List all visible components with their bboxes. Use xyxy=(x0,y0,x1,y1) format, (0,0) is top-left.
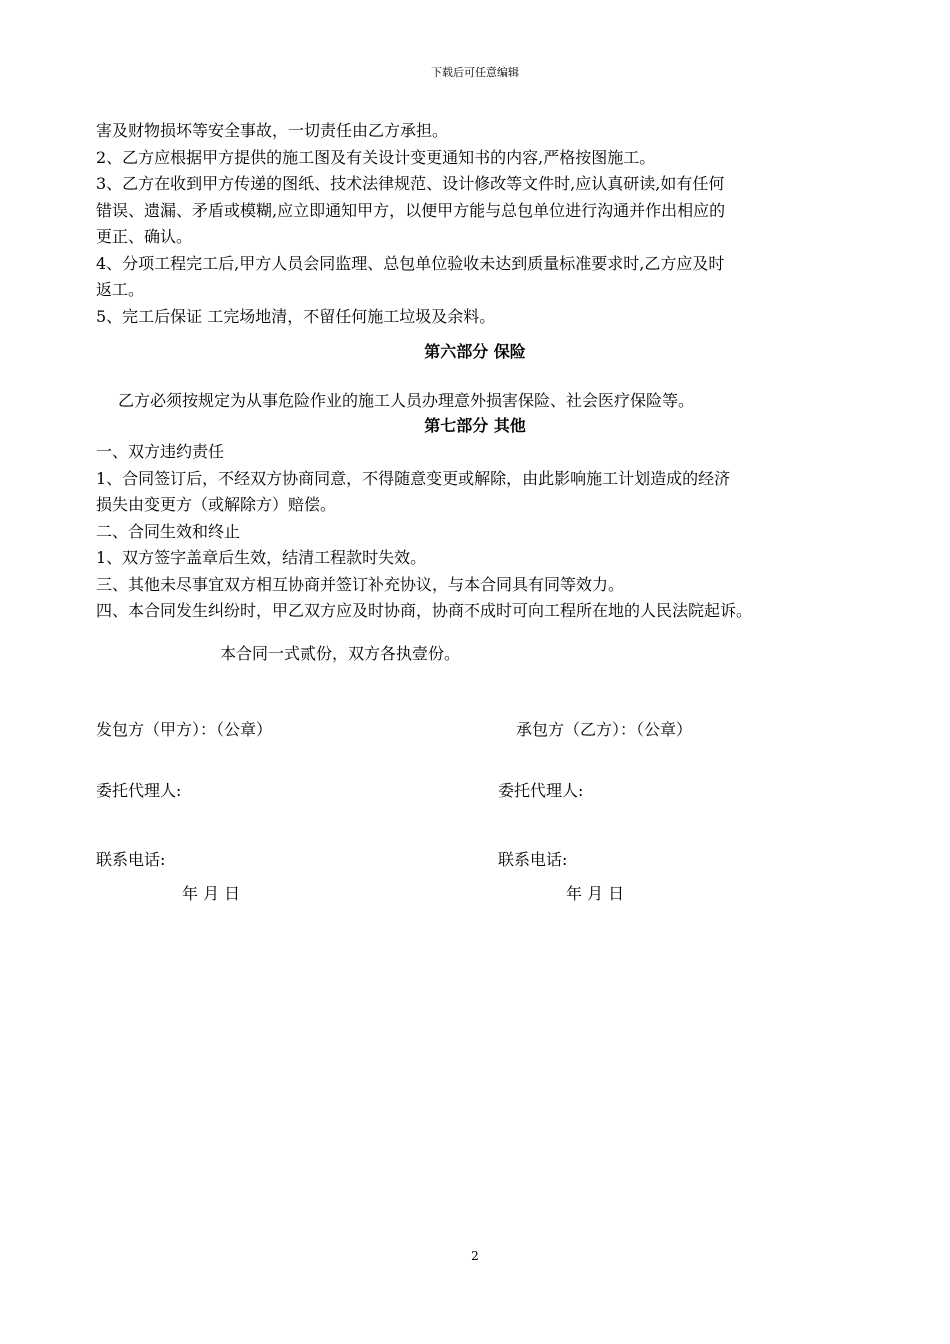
copies-statement: 本合同一式贰份，双方各执壹份。 xyxy=(220,644,461,663)
paragraph-line: 四、本合同发生纠纷时，甲乙双方应及时协商，协商不成时可向工程所在地的人民法院起诉。 xyxy=(96,601,753,620)
date-a-line: 年 月 日 xyxy=(182,884,241,903)
paragraph-line: 2、乙方应根据甲方提供的施工图及有关设计变更通知书的内容,严格按图施工。 xyxy=(96,147,656,167)
paragraph-line: 1、双方签字盖章后生效，结清工程款时失效。 xyxy=(96,548,427,567)
paragraph-line: 3、乙方在收到甲方传递的图纸、技术法律规范、设计修改等文件时,应认真研读,如有任何 xyxy=(96,174,725,193)
paragraph-line: 损失由变更方（或解除方）赔偿。 xyxy=(96,495,337,514)
phone-b-label: 联系电话: xyxy=(498,850,568,869)
paragraph-line: 错误、遗漏、矛盾或模糊,应立即通知甲方，以便甲方能与总包单位进行沟通并作出相应的 xyxy=(96,200,726,220)
party-b-label: 承包方（乙方）：（公章） xyxy=(516,720,693,739)
section-6-title: 第六部分 保险 xyxy=(424,342,526,361)
section-6-body: 乙方必须按规定为从事危险作业的施工人员办理意外损害保险、社会医疗保险等。 xyxy=(118,391,695,410)
section-7-title: 第七部分 其他 xyxy=(424,416,526,435)
page-number: 2 xyxy=(471,1249,479,1263)
page-header: 下载后可任意编辑 xyxy=(431,66,519,79)
agent-a-label: 委托代理人: xyxy=(96,781,182,800)
paragraph-line: 三、其他未尽事宜双方相互协商并签订补充协议，与本合同具有同等效力。 xyxy=(96,574,625,594)
paragraph-line: 1、合同签订后，不经双方协商同意，不得随意变更或解除，由此影响施工计划造成的经济 xyxy=(96,468,731,488)
paragraph-line: 返工。 xyxy=(96,280,145,299)
paragraph-line: 4、分项工程完工后,甲方人员会同监理、总包单位验收未达到质量标准要求时,乙方应及时 xyxy=(96,253,725,273)
paragraph-line: 一、双方违约责任 xyxy=(96,442,225,461)
paragraph-line: 二、合同生效和终止 xyxy=(96,521,241,541)
agent-b-label: 委托代理人: xyxy=(498,781,584,800)
date-b-line: 年 月 日 xyxy=(566,884,625,903)
paragraph-line: 更正、确认。 xyxy=(96,227,193,246)
paragraph-line: 5、完工后保证 工完场地清，不留任何施工垃圾及余料。 xyxy=(96,306,496,326)
section-5-continuation xyxy=(96,118,876,330)
paragraph-line: 害及财物损坏等安全事故，一切责任由乙方承担。 xyxy=(96,121,449,140)
party-a-label: 发包方（甲方）：（公章） xyxy=(96,720,273,739)
phone-a-label: 联系电话: xyxy=(96,850,166,869)
section-7-body xyxy=(96,439,876,625)
